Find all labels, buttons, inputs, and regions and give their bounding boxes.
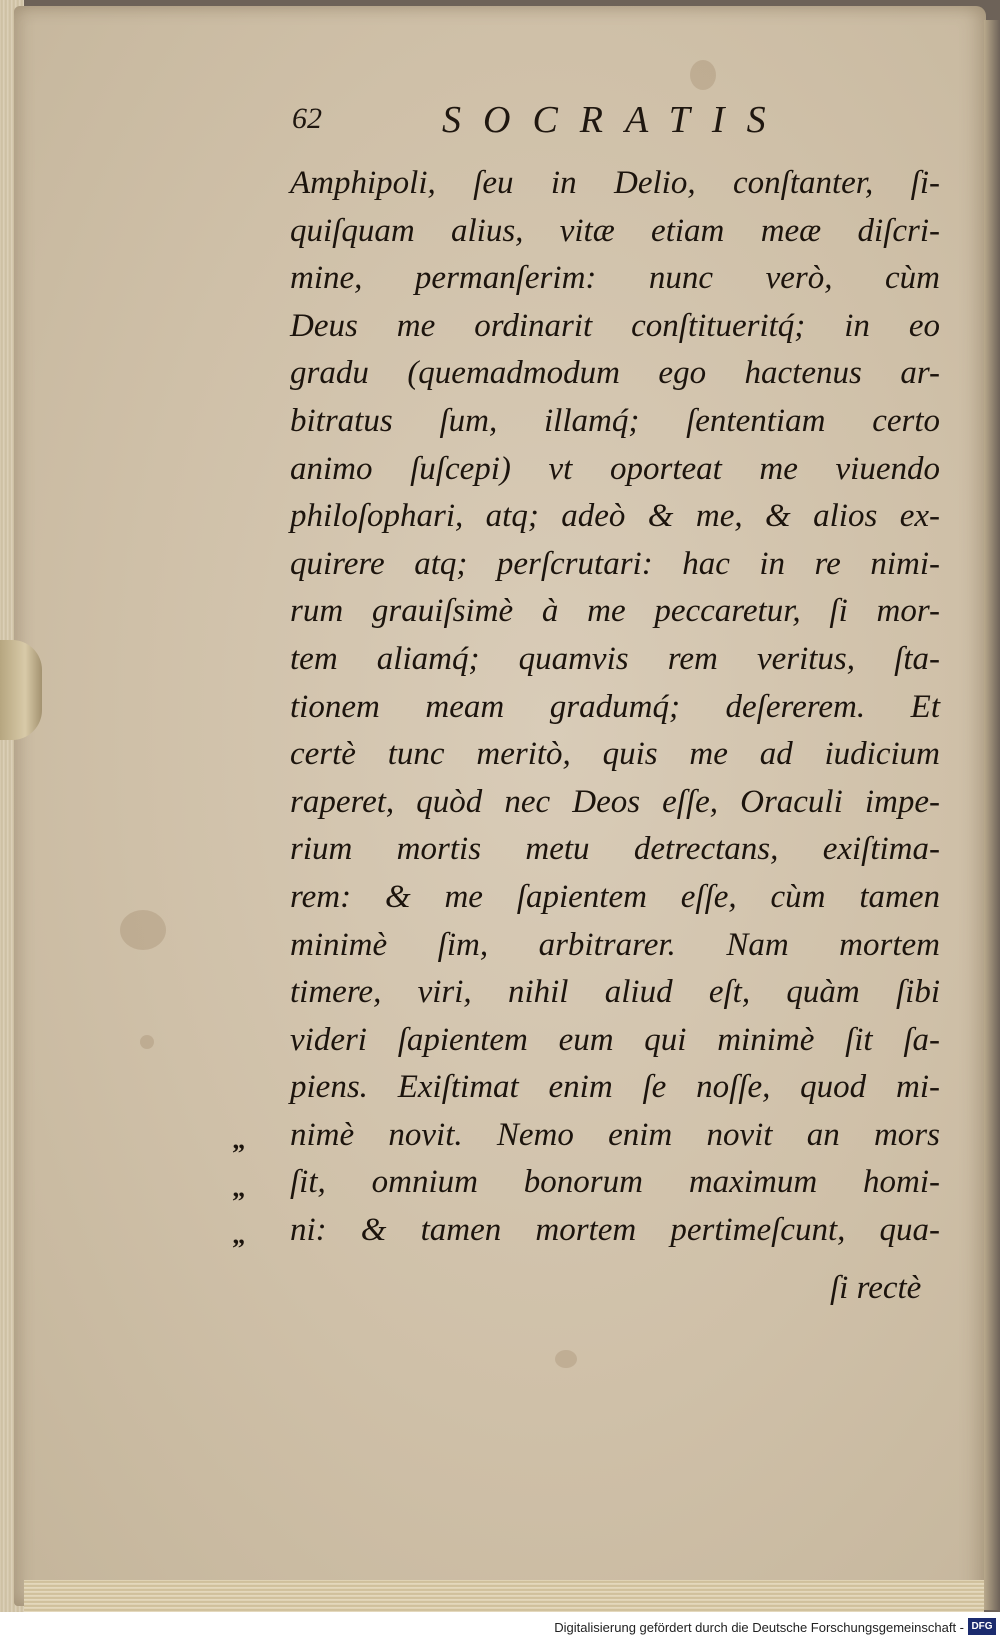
text-line: tem aliamq́; quamvis rem veritus, ſta- xyxy=(290,640,940,677)
running-title: SOCRATIS xyxy=(442,99,788,141)
text-line: nimè novit. Nemo enim novit an mors xyxy=(290,1116,940,1153)
body-text xyxy=(290,160,940,1255)
margin-mark: ” xyxy=(232,1234,245,1264)
footer-bar xyxy=(0,1612,1000,1643)
text-line: timere, viri, nihil aliud eſt, quàm ſibi xyxy=(290,974,940,1011)
text-line: rem: & me ſapientem eſſe, cùm tamen xyxy=(290,878,940,915)
book-edge-right xyxy=(984,20,1000,1610)
margin-mark: ” xyxy=(232,1186,245,1216)
text-line: philoſophari, atq; adeò & me, & alios ex- xyxy=(290,498,940,535)
text-line: rium mortis metu detrectans, exiſtima- xyxy=(290,831,940,868)
funding-credit: Digitalisierung gefördert durch die Deutsche Forschungsgemeinschaft - xyxy=(554,1620,964,1635)
text-line: raperet, quòd nec Deos eſſe, Oraculi impe- xyxy=(290,783,940,820)
text-line: ſit, omnium bonorum maximum homi- xyxy=(290,1164,940,1201)
text-line: mine, permanſerim: nunc verò, cùm xyxy=(290,260,940,297)
text-line: piens. Exiſtimat enim ſe noſſe, quod mi- xyxy=(290,1069,940,1106)
catchword: ſi rectè xyxy=(830,1270,922,1306)
text-line: bitratus ſum, illamq́; ſententiam certo xyxy=(290,402,940,439)
text-line: Amphipoli, ſeu in Delio, conſtanter, ſi- xyxy=(290,165,940,201)
dfg-logo: DFG xyxy=(968,1618,996,1635)
paper-stain xyxy=(120,910,166,950)
text-line: certè tunc meritò, quis me ad iudicium xyxy=(290,736,940,773)
running-header xyxy=(292,98,932,146)
paper-stain xyxy=(555,1350,577,1368)
text-line: rum grauiſsimè à me peccaretur, ſi mor- xyxy=(290,593,940,630)
paper-stain xyxy=(690,60,716,90)
book-clasp xyxy=(0,640,42,740)
text-line: tionem meam gradumq́; deſererem. Et xyxy=(290,688,940,725)
page-number: 62 xyxy=(292,102,322,135)
paper-stain xyxy=(140,1035,154,1049)
margin-mark: ” xyxy=(232,1139,245,1168)
text-line: animo ſuſcepi) vt oporteat me viuendo xyxy=(290,450,940,487)
margin-quotation-marks xyxy=(232,1130,245,1273)
text-line: minimè ſim, arbitrarer. Nam mortem xyxy=(290,926,940,963)
text-line: Deus me ordinarit conſtitueritq́; in eo xyxy=(290,307,940,344)
text-line: ni: & tamen mortem pertimeſcunt, qua- xyxy=(290,1212,940,1249)
text-line: quirere atq; perſcrutari: hac in re nimi- xyxy=(290,545,940,582)
text-line: gradu (quemadmodum ego hactenus ar- xyxy=(290,355,940,392)
text-line: quiſquam alius, vitæ etiam meæ diſcri- xyxy=(290,212,940,249)
text-line: videri ſapientem eum qui minimè ſit ſa- xyxy=(290,1021,940,1058)
book-edge-bottom xyxy=(24,1580,984,1612)
